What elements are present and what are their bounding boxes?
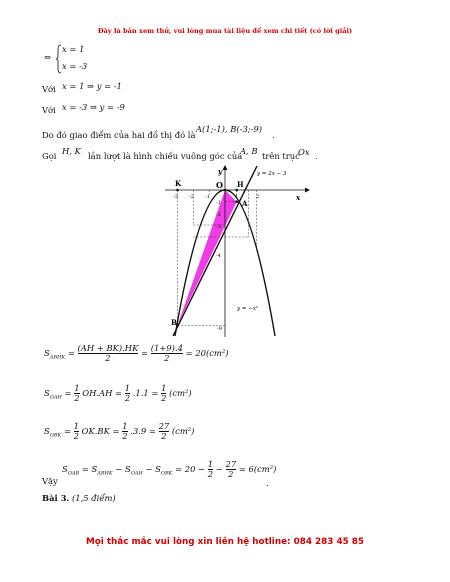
point-h [235, 189, 238, 192]
system-line-1: x = 1 [62, 44, 85, 54]
projection-lead: Gọi [42, 151, 57, 161]
y-tick-label: -2 [216, 212, 221, 218]
label-o: O [216, 180, 223, 190]
y-tick-label: -3 [216, 224, 221, 230]
shaded-triangle-oab [178, 190, 237, 325]
intersection-points: A(1;-1), B(-3;-9) [196, 124, 263, 134]
projection-ab: A, B [240, 146, 258, 156]
label-y-axis: y [218, 167, 223, 176]
x-tick-label: 2 [256, 194, 260, 200]
projection-mid: lần lượt là hình chiếu vuông góc của [88, 151, 243, 161]
with-expr-1: x = 1 ⇒ y = -1 [62, 81, 122, 91]
y-tick-label: -9 [217, 326, 222, 332]
conclusion-lead: Vậy [42, 476, 58, 486]
point-k [176, 189, 179, 192]
x-tick-label: 1 [235, 194, 239, 200]
with-label-2: Với [42, 105, 56, 115]
label-h: H [237, 180, 244, 189]
preview-banner: Đây là bản xem thử, vui lòng mua tài liệu để xem chi tiết (có lời giải) [97, 27, 353, 35]
equivalence-arrow: ⇔ [44, 52, 52, 62]
y-tick-label: -4 [216, 253, 221, 259]
label-k: K [175, 179, 182, 188]
label-x-axis: x [296, 193, 301, 202]
label-a: A [242, 199, 248, 208]
label-b: B [171, 318, 177, 327]
y-axis-arrow [223, 165, 228, 170]
area-abhk-equation: $S_{ABHK}$ = $\frac{(AH + BK).HK}{2}$ = $\frac{(1+9).4}{2}$ = 20(cm²) [44, 343, 229, 363]
x-axis-arrow [305, 188, 310, 193]
projection-tail: trên trục [262, 151, 300, 161]
intersection-text: Do đó giao điểm của hai đồ thị đó là [42, 130, 196, 140]
with-label-1: Với [42, 84, 56, 94]
parabola-equation: y = −x² [237, 306, 259, 312]
projection-axis: Ox [298, 147, 310, 157]
hotline-footer: Mọi thắc mắc vui lòng xin liên hệ hotline: 084 283 45 85 [85, 537, 365, 547]
point-a [235, 200, 238, 203]
x-tick-label: -2 [189, 194, 194, 200]
y-tick-label: -1 [216, 200, 221, 206]
x-tick-label: -3 [173, 194, 178, 200]
point-o [224, 189, 227, 192]
exercise-3-heading [42, 493, 116, 503]
area-oah-equation: $S_{OAH}$ = $\frac{1}{2}$ OH.AH = $\frac{1}{2}$ .1.1 = $\frac{1}{2}$ (cm²) [44, 383, 192, 403]
function-graph [165, 162, 315, 342]
conclusion-end: . [266, 478, 269, 488]
projection-hk: H, K [62, 146, 81, 156]
area-oab-equation: $S_{OAB} = S_{ABHK} - S_{OAH} - S_{OBK} = 20$ − $\frac{1}{2}$ − $\frac{27}{2}$ = 6(cm²) [62, 459, 277, 479]
exercise-3-label: Bài 3. [42, 493, 70, 503]
with-expr-2: x = -3 ⇒ y = -9 [62, 102, 125, 112]
line-equation: y = 2x − 3 [257, 171, 287, 177]
projection-end: . [315, 151, 318, 161]
system-line-2: x = -3 [62, 61, 88, 71]
area-obk-equation: $S_{OBK}$ = $\frac{1}{2}$ OK.BK = $\frac{1}{2}$ .3.9 = $\frac{27}{2}$ (cm²) [44, 421, 195, 441]
x-tick-label: -1 [205, 194, 210, 200]
exercise-3-points: (1,5 điểm) [72, 493, 116, 503]
intersection-end: . [272, 130, 275, 140]
